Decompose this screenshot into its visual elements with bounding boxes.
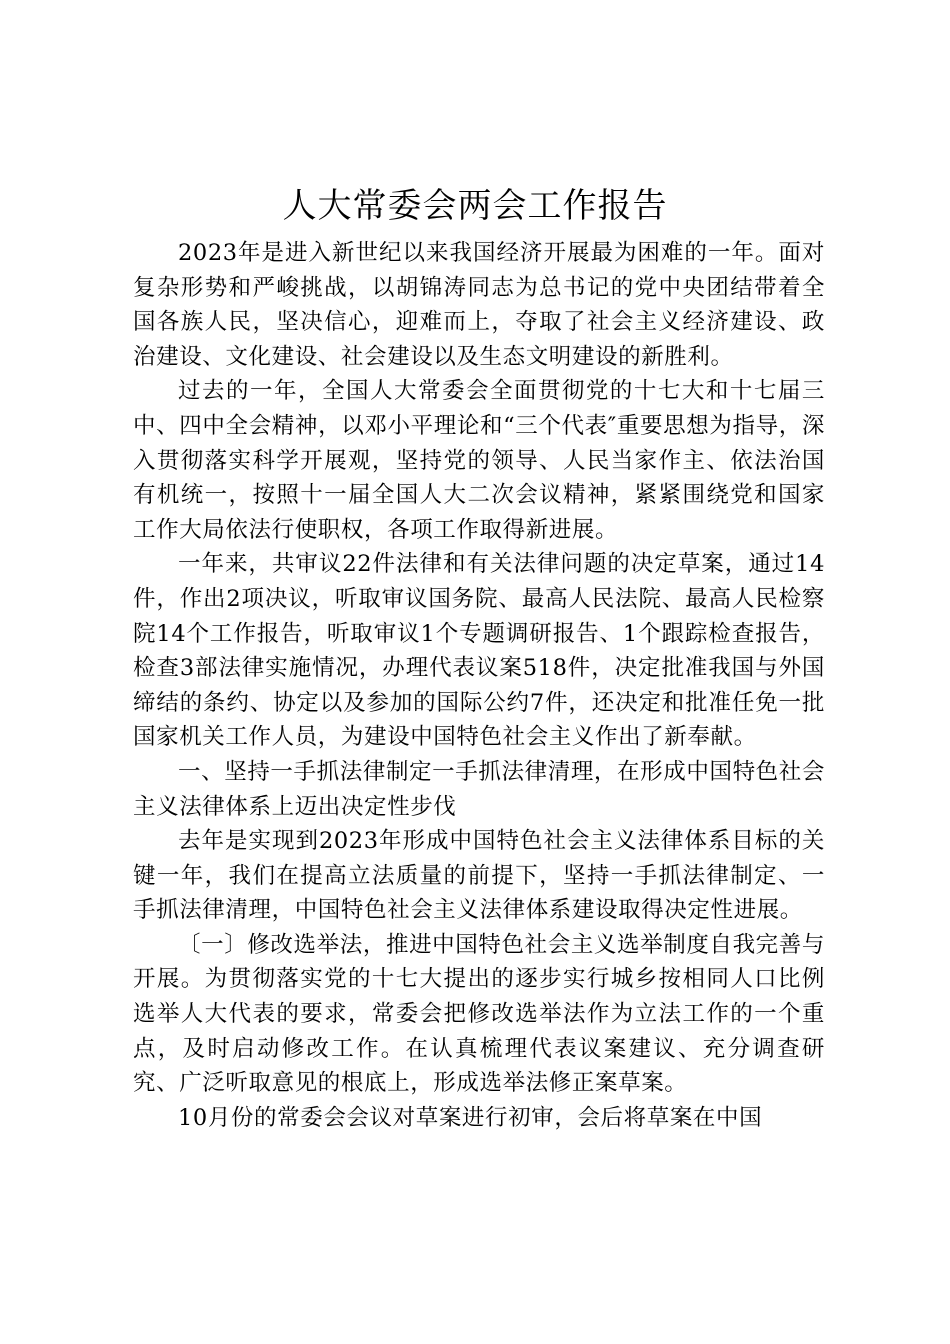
document-title: 人大常委会两会工作报告 (282, 186, 668, 226)
paragraph-october-session: 10月份的常委会会议对草案进行初审，会后将草案在中国 (178, 1104, 763, 1131)
section-heading-1: 一、坚持一手抓法律制定一手抓法律清理，在形成中国特色社会主义法律体系上迈出决定性步伐 (133, 758, 825, 820)
paragraph-past-year: 过去的一年，全国人大常委会全面贯彻党的十七大和十七届三中、四中全会精神，以邓小平理论和“三个代表″重要思想为指导，深入贯彻落实科学开展观，坚持党的领导、人民当家作主、依法治国有机统一，按照十一届全国人大二次会议精神，紧紧围绕党和国家工作大局依法行使职权，各项工作取得新进展。 (133, 378, 825, 543)
paragraph-election-law: 〔一〕修改选举法，推进中国特色社会主义选举制度自我完善与开展。为贯彻落实党的十七大提出的逐步实行城乡按相同人口比例选举人大代表的要求，常委会把修改选举法作为立法工作的一个重点，及时启动修改工作。在认真梳理代表议案建议、充分调查研究、广泛听取意见的根底上，形成选举法修正案草案。 (133, 931, 825, 1097)
paragraph-legal-system: 去年是实现到2023年形成中国特色社会主义法律体系目标的关键一年，我们在提高立法质量的前提下，坚持一手抓法律制定、一手抓法律清理，中国特色社会主义法律体系建设取得决定性进展。 (133, 828, 825, 924)
paragraph-intro: 2023年是进入新世纪以来我国经济开展最为困难的一年。面对复杂形势和严峻挑战，以胡锦涛同志为总书记的党中央团结带着全国各族人民，坚决信心，迎难而上，夺取了社会主义经济建设、政治建设、文化建设、社会建设以及生态文明建设的新胜利。 (133, 240, 825, 370)
document-body (133, 236, 825, 1135)
paragraph-statistics: 一年来，共审议22件法律和有关法律问题的决定草案，通过14件，作出2项决议，听取审议国务院、最高人民法院、最高人民检察院14个工作报告，听取审议1个专题调研报告、1个跟踪检查报告，检查3部法律实施情况，办理代表议案518件，决定批准我国与外国缔结的条约、协定以及参加的国际公约7件，还决定和批准任免一批国家机关工作人员，为建设中国特色社会主义作出了新奉献。 (133, 551, 825, 751)
